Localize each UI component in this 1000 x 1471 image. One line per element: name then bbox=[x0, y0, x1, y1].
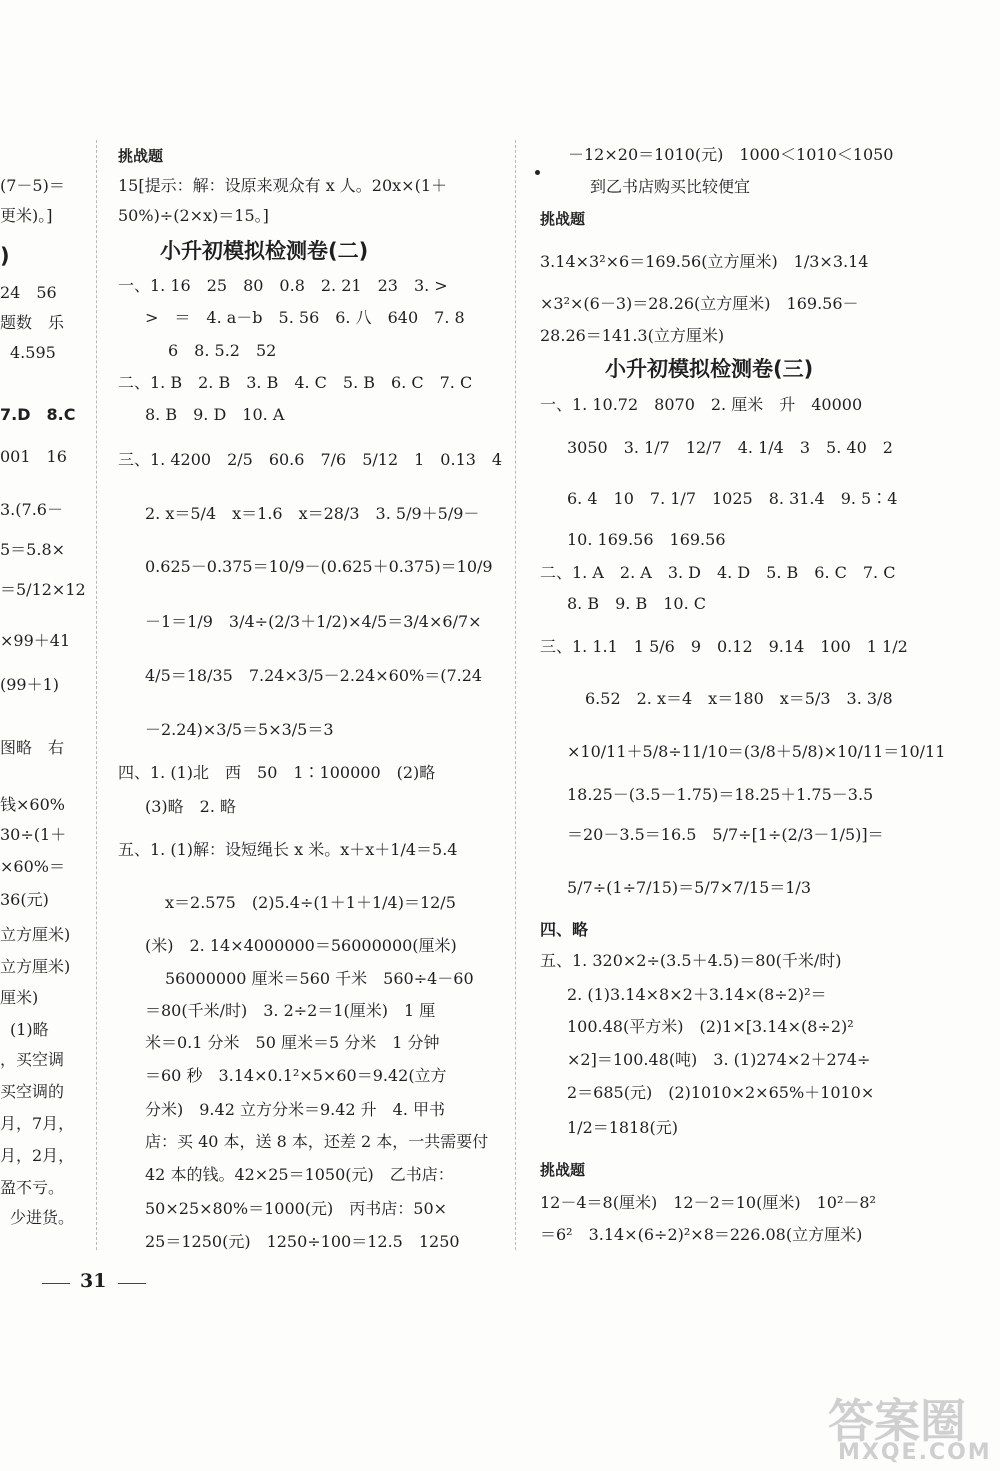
text-line: 分米) 9.42 立方分米＝9.42 升 4. 甲书 bbox=[145, 1100, 446, 1119]
left-fragment: (99＋1) bbox=[0, 675, 60, 694]
left-fragment: 少进货。 bbox=[10, 1208, 75, 1227]
left-fragment: ，买空调 bbox=[0, 1050, 65, 1069]
text-line: 6. 4 10 7. 1/7 1025 8. 31.4 9. 5∶4 bbox=[567, 489, 898, 508]
text-line: 6.52 2. x＝4 x＝180 x＝5/3 3. 3/8 bbox=[585, 689, 893, 708]
left-fragment: (1)略 bbox=[10, 1020, 49, 1039]
text-line: －2.24)×3/5＝5×3/5＝3 bbox=[145, 720, 334, 739]
text-line: 28.26＝141.3(立方厘米) bbox=[540, 326, 725, 345]
left-fragment: 3.(7.6－ bbox=[0, 500, 63, 519]
left-fragment: 图略 右 bbox=[0, 738, 65, 757]
left-fragment: 001 16 bbox=[0, 447, 67, 466]
left-fragment: ＝5/12×12 bbox=[0, 580, 86, 599]
text-line: 50%)÷(2×x)＝15。] bbox=[118, 206, 269, 225]
left-fragment: 4.595 bbox=[10, 343, 56, 362]
text-line: 2. x＝5/4 x＝1.6 x＝28/3 3. 5/9＋5/9－ bbox=[145, 504, 480, 523]
text-line: ×2]＝100.48(吨) 3. (1)274×2＋274÷ bbox=[567, 1050, 871, 1069]
section-title: 小升初模拟检测卷(二) bbox=[160, 239, 369, 263]
bullet-dot bbox=[535, 170, 540, 175]
text-line: ＝80(千米/时) 3. 2÷2＝1(厘米) 1 厘 bbox=[145, 1001, 436, 1020]
text-line: 12－4＝8(厘米) 12－2＝10(厘米) 10²－8² bbox=[540, 1193, 876, 1212]
text-line: x＝2.575 (2)5.4÷(1＋1＋1/4)＝12/5 bbox=[165, 893, 456, 912]
text-line: 二、1. B 2. B 3. B 4. C 5. B 6. C 7. C bbox=[118, 373, 473, 392]
text-line: ×3²×(6－3)＝28.26(立方厘米) 169.56－ bbox=[540, 294, 859, 313]
left-fragment: 30÷(1＋ bbox=[0, 825, 67, 844]
text-line: 42 本的钱。42×25＝1050(元) 乙书店： bbox=[145, 1165, 454, 1184]
text-line: 0.625－0.375＝10/9－(0.625＋0.375)＝10/9 bbox=[145, 557, 493, 576]
text-line: 3050 3. 1/7 12/7 4. 1/4 3 5. 40 2 bbox=[567, 438, 893, 457]
left-fragment: 题数 乐 bbox=[0, 313, 65, 332]
text-line: 三、1. 1.1 1 5/6 9 0.12 9.14 100 1 1/2 bbox=[540, 637, 908, 656]
left-fragment: 立方厘米) bbox=[0, 925, 71, 944]
left-fragment: 更米)。] bbox=[0, 206, 53, 225]
watermark-logo: 答案圈 bbox=[828, 1394, 966, 1448]
text-line: －1＝1/9 3/4÷(2/3＋1/2)×4/5＝3/4×6/7× bbox=[145, 612, 482, 631]
text-line: 100.48(平方米) (2)1×[3.14×(8÷2)² bbox=[567, 1017, 854, 1036]
text-line: (米) 2. 14×4000000＝56000000(厘米) bbox=[145, 936, 457, 955]
left-fragment: 盈不亏。 bbox=[0, 1178, 65, 1197]
text-line: 1/2＝1818(元) bbox=[567, 1118, 678, 1137]
left-fragment: 月，2月， bbox=[0, 1146, 75, 1165]
page-number-dash bbox=[42, 1283, 70, 1284]
left-fragment: (7－5)＝ bbox=[0, 176, 65, 195]
text-line: 18.25－(3.5－1.75)＝18.25＋1.75－3.5 bbox=[567, 785, 874, 804]
text-line: 店：买 40 本，送 8 本，还差 2 本，一共需要付 bbox=[145, 1132, 489, 1151]
page-number-dash bbox=[118, 1283, 146, 1284]
left-fragment: 7.D 8.C bbox=[0, 405, 76, 424]
text-line: 10. 169.56 169.56 bbox=[567, 530, 726, 549]
left-fragment: 买空调的 bbox=[0, 1082, 65, 1101]
text-line: (3)略 2. 略 bbox=[145, 797, 237, 816]
text-line: 2. (1)3.14×8×2＋3.14×(8÷2)²＝ bbox=[567, 985, 827, 1004]
text-line: 到乙书店购买比较便宜 bbox=[590, 177, 751, 196]
text-line: ＝6² 3.14×(6÷2)²×8＝226.08(立方厘米) bbox=[540, 1225, 863, 1244]
watermark-site: MXQE.COM bbox=[838, 1440, 992, 1465]
left-fragment: ×60%＝ bbox=[0, 857, 65, 876]
column-divider bbox=[515, 140, 516, 1250]
text-line: 8. B 9. D 10. A bbox=[145, 405, 285, 424]
text-line: 三、1. 4200 2/5 60.6 7/6 5/12 1 0.13 4 bbox=[118, 450, 503, 469]
text-line: 2＝685(元) (2)1010×2×65%＋1010× bbox=[567, 1083, 875, 1102]
challenge-heading: 挑战题 bbox=[118, 147, 164, 165]
text-line: 25＝1250(元) 1250÷100＝12.5 1250 bbox=[145, 1232, 460, 1251]
text-line: > ＝ 4. a－b 5. 56 6. 八 640 7. 8 bbox=[145, 308, 465, 327]
left-fragment: 5＝5.8× bbox=[0, 540, 66, 559]
text-line: ＝60 秒 3.14×0.1²×5×60＝9.42(立方 bbox=[145, 1066, 447, 1085]
page-number: 31 bbox=[80, 1270, 107, 1292]
left-fragment: 24 56 bbox=[0, 283, 57, 302]
text-line: 15[提示：解：设原来观众有 x 人。20x×(1＋ bbox=[118, 176, 448, 195]
left-fragment: ) bbox=[0, 244, 10, 268]
text-line: 6 8. 5.2 52 bbox=[168, 341, 277, 360]
text-line: 5/7÷(1÷7/15)＝5/7×7/15＝1/3 bbox=[567, 878, 811, 897]
text-line: 四、1. (1)北 西 50 1∶100000 (2)略 bbox=[118, 763, 436, 782]
text-line: 五、1. 320×2÷(3.5＋4.5)＝80(千米/时) bbox=[540, 951, 842, 970]
challenge-heading: 挑战题 bbox=[540, 210, 586, 228]
text-line: 二、1. A 2. A 3. D 4. D 5. B 6. C 7. C bbox=[540, 563, 896, 582]
left-fragment: 36(元) bbox=[0, 890, 49, 909]
text-line: 8. B 9. B 10. C bbox=[567, 594, 706, 613]
text-line: 4/5＝18/35 7.24×3/5－2.24×60%＝(7.24 bbox=[145, 666, 483, 685]
text-line: ＝20－3.5＝16.5 5/7÷[1÷(2/3－1/5)]＝ bbox=[567, 825, 884, 844]
left-fragment: 立方厘米) bbox=[0, 957, 71, 976]
challenge-heading: 挑战题 bbox=[540, 1161, 586, 1179]
left-fragment: 钱×60% bbox=[0, 795, 65, 814]
text-line: －12×20＝1010(元) 1000＜1010＜1050 bbox=[568, 145, 894, 164]
text-line: 米＝0.1 分米 50 厘米＝5 分米 1 分钟 bbox=[145, 1033, 440, 1052]
text-line: 56000000 厘米＝560 千米 560÷4－60 bbox=[165, 969, 474, 988]
text-line: 五、1. (1)解：设短绳长 x 米。x＋x＋1/4＝5.4 bbox=[118, 840, 458, 859]
text-line: 一、1. 16 25 80 0.8 2. 21 23 3. > bbox=[118, 276, 448, 295]
text-line: 3.14×3²×6＝169.56(立方厘米) 1/3×3.14 bbox=[540, 252, 869, 271]
left-fragment: ×99＋41 bbox=[0, 631, 71, 650]
left-fragment: 月，7月， bbox=[0, 1114, 75, 1133]
left-fragment: 厘米) bbox=[0, 988, 39, 1007]
text-line: ×10/11＋5/8÷11/10＝(3/8＋5/8)×10/11＝10/11 bbox=[567, 742, 946, 761]
text-line: 四、略 bbox=[540, 920, 589, 939]
column-divider bbox=[96, 140, 97, 1250]
section-title: 小升初模拟检测卷(三) bbox=[605, 357, 814, 381]
text-line: 50×25×80%＝1000(元) 丙书店：50× bbox=[145, 1199, 448, 1218]
text-line: 一、1. 10.72 8070 2. 厘米 升 40000 bbox=[540, 395, 863, 414]
